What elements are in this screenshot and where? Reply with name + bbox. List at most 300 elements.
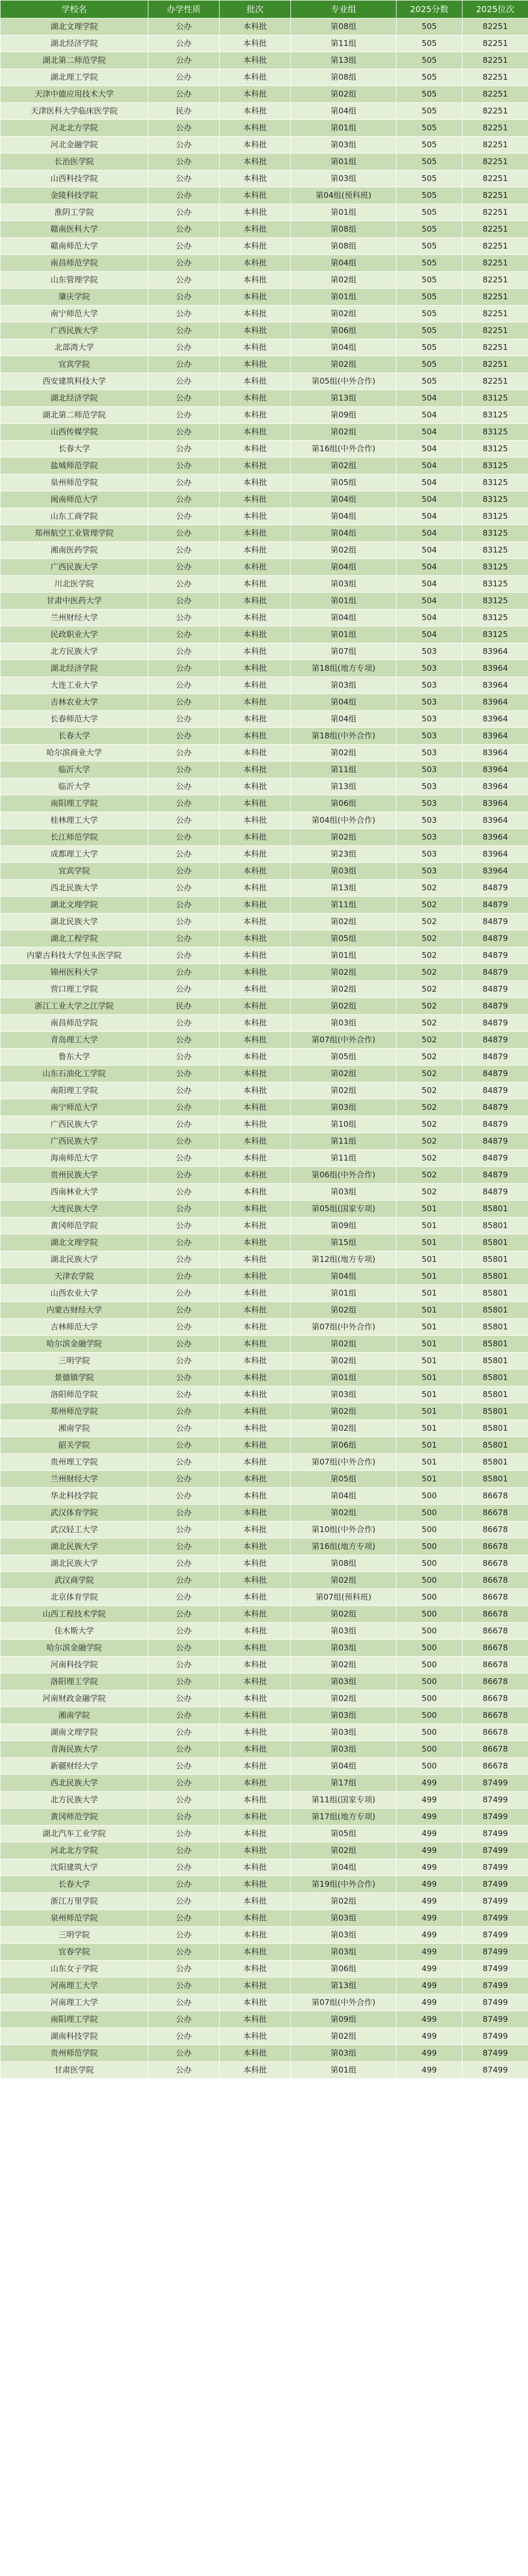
cell-batch: 本科批	[220, 1876, 291, 1893]
cell-school-type: 公办	[148, 2028, 220, 2045]
cell-major-group: 第02组	[291, 1572, 397, 1589]
cell-batch: 本科批	[220, 947, 291, 964]
cell-rank: 87499	[463, 1775, 528, 1792]
cell-major-group: 第07组(中外合作)	[291, 1994, 397, 2011]
cell-batch: 本科批	[220, 204, 291, 221]
cell-school-name: 沈阳建筑大学	[1, 1859, 148, 1876]
cell-major-group: 第15组	[291, 1234, 397, 1251]
cell-school-type: 公办	[148, 1370, 220, 1386]
cell-major-group: 第04组	[291, 491, 397, 508]
cell-major-group: 第02组	[291, 1336, 397, 1353]
cell-rank: 83125	[463, 441, 528, 458]
cell-rank: 82251	[463, 339, 528, 356]
table-row	[1, 2062, 528, 2079]
cell-school-name: 西北民族大学	[1, 880, 148, 897]
cell-score: 499	[397, 1876, 463, 1893]
table-row	[1, 1724, 528, 1741]
table-row	[1, 593, 528, 610]
cell-batch: 本科批	[220, 120, 291, 137]
table-row	[1, 1589, 528, 1606]
cell-school-type: 公办	[148, 1690, 220, 1707]
cell-score: 502	[397, 1032, 463, 1049]
table-row	[1, 1910, 528, 1927]
cell-score: 500	[397, 1555, 463, 1572]
cell-batch: 本科批	[220, 1842, 291, 1859]
cell-rank: 86678	[463, 1606, 528, 1623]
cell-school-name: 湖北第二师范学院	[1, 407, 148, 424]
cell-school-name: 北方民族大学	[1, 1792, 148, 1809]
cell-school-type: 公办	[148, 981, 220, 998]
cell-major-group: 第07组(中外合作)	[291, 1032, 397, 1049]
cell-rank: 82251	[463, 69, 528, 86]
cell-school-name: 河北北方学院	[1, 120, 148, 137]
cell-score: 505	[397, 52, 463, 69]
cell-major-group: 第02组	[291, 914, 397, 930]
cell-school-type: 公办	[148, 1353, 220, 1370]
cell-major-group: 第03组	[291, 1927, 397, 1944]
cell-score: 501	[397, 1437, 463, 1454]
cell-major-group: 第07组(中外合作)	[291, 1319, 397, 1336]
cell-school-name: 湖北第二师范学院	[1, 52, 148, 69]
cell-school-name: 锦州医科大学	[1, 964, 148, 981]
cell-school-name: 河北北方学院	[1, 1842, 148, 1859]
cell-batch: 本科批	[220, 170, 291, 187]
cell-score: 503	[397, 694, 463, 711]
cell-batch: 本科批	[220, 1809, 291, 1826]
cell-school-type: 公办	[148, 272, 220, 289]
cell-school-type: 公办	[148, 1994, 220, 2011]
cell-rank: 84879	[463, 1099, 528, 1116]
cell-rank: 86678	[463, 1572, 528, 1589]
cell-rank: 82251	[463, 356, 528, 373]
cell-rank: 82251	[463, 306, 528, 322]
cell-rank: 86678	[463, 1505, 528, 1522]
cell-school-type: 公办	[148, 491, 220, 508]
cell-rank: 82251	[463, 120, 528, 137]
cell-major-group: 第02组	[291, 306, 397, 322]
cell-major-group: 第03组	[291, 863, 397, 880]
cell-school-type: 公办	[148, 525, 220, 542]
table-row	[1, 120, 528, 137]
cell-score: 503	[397, 778, 463, 795]
cell-major-group: 第04组	[291, 711, 397, 728]
cell-school-type: 公办	[148, 1437, 220, 1454]
cell-score: 501	[397, 1251, 463, 1268]
cell-major-group: 第04组	[291, 559, 397, 576]
cell-major-group: 第04组	[291, 1268, 397, 1285]
table-row	[1, 981, 528, 998]
table-row	[1, 863, 528, 880]
cell-major-group: 第04组	[291, 103, 397, 120]
table-row	[1, 1150, 528, 1167]
cell-school-type: 公办	[148, 1150, 220, 1167]
cell-rank: 84879	[463, 930, 528, 947]
cell-batch: 本科批	[220, 52, 291, 69]
cell-score: 499	[397, 2011, 463, 2028]
cell-score: 505	[397, 154, 463, 170]
cell-batch: 本科批	[220, 1319, 291, 1336]
cell-school-name: 浙江工业大学之江学院	[1, 998, 148, 1015]
cell-score: 499	[397, 2062, 463, 2079]
cell-school-name: 广西民族大学	[1, 1133, 148, 1150]
cell-school-type: 公办	[148, 559, 220, 576]
cell-rank: 83125	[463, 542, 528, 559]
cell-rank: 85801	[463, 1437, 528, 1454]
cell-score: 505	[397, 255, 463, 272]
cell-batch: 本科批	[220, 69, 291, 86]
cell-batch: 本科批	[220, 1116, 291, 1133]
table-row	[1, 880, 528, 897]
cell-batch: 本科批	[220, 154, 291, 170]
cell-rank: 83125	[463, 559, 528, 576]
cell-batch: 本科批	[220, 1538, 291, 1555]
cell-major-group: 第01组	[291, 204, 397, 221]
cell-school-name: 内蒙古财经大学	[1, 1302, 148, 1319]
cell-school-type: 公办	[148, 1082, 220, 1099]
table-row	[1, 356, 528, 373]
cell-batch: 本科批	[220, 795, 291, 812]
cell-school-type: 公办	[148, 1555, 220, 1572]
table-row	[1, 1403, 528, 1420]
cell-score: 500	[397, 1674, 463, 1690]
cell-rank: 84879	[463, 1167, 528, 1184]
table-row	[1, 1657, 528, 1674]
cell-score: 500	[397, 1741, 463, 1758]
cell-rank: 86678	[463, 1674, 528, 1690]
cell-rank: 84879	[463, 1116, 528, 1133]
cell-school-name: 武汉商学院	[1, 1572, 148, 1589]
cell-school-type: 公办	[148, 154, 220, 170]
cell-rank: 86678	[463, 1724, 528, 1741]
cell-major-group: 第04组	[291, 525, 397, 542]
cell-batch: 本科批	[220, 1336, 291, 1353]
cell-rank: 85801	[463, 1403, 528, 1420]
cell-batch: 本科批	[220, 86, 291, 103]
table-row	[1, 154, 528, 170]
cell-major-group: 第13组	[291, 52, 397, 69]
cell-school-name: 武汉体育学院	[1, 1505, 148, 1522]
cell-batch: 本科批	[220, 2028, 291, 2045]
cell-major-group: 第01组	[291, 947, 397, 964]
cell-school-type: 公办	[148, 1420, 220, 1437]
cell-rank: 87499	[463, 1910, 528, 1927]
cell-major-group: 第09组	[291, 1218, 397, 1234]
cell-rank: 85801	[463, 1302, 528, 1319]
cell-school-name: 盐城师范学院	[1, 458, 148, 474]
cell-major-group: 第01组	[291, 1285, 397, 1302]
cell-batch: 本科批	[220, 289, 291, 306]
cell-major-group: 第06组	[291, 795, 397, 812]
cell-school-name: 泉州师范学院	[1, 1910, 148, 1927]
cell-score: 505	[397, 170, 463, 187]
cell-score: 499	[397, 1842, 463, 1859]
cell-rank: 86678	[463, 1555, 528, 1572]
table-row	[1, 660, 528, 677]
cell-school-type: 公办	[148, 322, 220, 339]
cell-major-group: 第08组	[291, 238, 397, 255]
cell-school-type: 公办	[148, 1910, 220, 1927]
cell-score: 500	[397, 1488, 463, 1505]
cell-score: 503	[397, 863, 463, 880]
cell-score: 505	[397, 103, 463, 120]
table-row	[1, 204, 528, 221]
cell-school-name: 山东管理学院	[1, 272, 148, 289]
cell-major-group: 第04组	[291, 508, 397, 525]
cell-school-name: 湖北经济学院	[1, 660, 148, 677]
table-row	[1, 1437, 528, 1454]
cell-rank: 87499	[463, 1961, 528, 1978]
cell-batch: 本科批	[220, 1133, 291, 1150]
cell-batch: 本科批	[220, 35, 291, 52]
cell-school-name: 赣南师范大学	[1, 238, 148, 255]
cell-score: 502	[397, 1116, 463, 1133]
cell-rank: 84879	[463, 1082, 528, 1099]
cell-school-name: 山西工程技术学院	[1, 1606, 148, 1623]
cell-major-group: 第03组	[291, 1707, 397, 1724]
cell-school-type: 公办	[148, 356, 220, 373]
cell-batch: 本科批	[220, 221, 291, 238]
cell-score: 499	[397, 1809, 463, 1826]
cell-score: 499	[397, 1944, 463, 1961]
cell-major-group: 第06组(中外合作)	[291, 1167, 397, 1184]
cell-school-name: 西北民族大学	[1, 1775, 148, 1792]
cell-rank: 87499	[463, 1876, 528, 1893]
cell-rank: 82251	[463, 322, 528, 339]
cell-major-group: 第03组	[291, 170, 397, 187]
cell-score: 499	[397, 2045, 463, 2062]
table-row	[1, 677, 528, 694]
table-row	[1, 1792, 528, 1809]
cell-rank: 83125	[463, 525, 528, 542]
cell-major-group: 第16组(地方专项)	[291, 1538, 397, 1555]
cell-major-group: 第07组(中外合作)	[291, 1454, 397, 1471]
cell-batch: 本科批	[220, 542, 291, 559]
cell-batch: 本科批	[220, 1657, 291, 1674]
cell-major-group: 第02组	[291, 981, 397, 998]
cell-school-type: 公办	[148, 1032, 220, 1049]
cell-major-group: 第06组	[291, 322, 397, 339]
cell-score: 500	[397, 1640, 463, 1657]
cell-major-group: 第08组	[291, 69, 397, 86]
cell-school-name: 肇庆学院	[1, 289, 148, 306]
cell-school-type: 公办	[148, 745, 220, 762]
table-row	[1, 2028, 528, 2045]
cell-school-name: 吉林农业大学	[1, 694, 148, 711]
cell-major-group: 第03组	[291, 677, 397, 694]
cell-score: 505	[397, 86, 463, 103]
table-row	[1, 1876, 528, 1893]
cell-major-group: 第03组	[291, 1099, 397, 1116]
cell-school-type: 公办	[148, 1927, 220, 1944]
cell-school-name: 大连工业大学	[1, 677, 148, 694]
cell-rank: 85801	[463, 1285, 528, 1302]
cell-school-name: 山西农业大学	[1, 1285, 148, 1302]
cell-school-name: 长治医学院	[1, 154, 148, 170]
table-row	[1, 1218, 528, 1234]
cell-batch: 本科批	[220, 1893, 291, 1910]
cell-school-name: 南宁师范大学	[1, 1099, 148, 1116]
cell-major-group: 第03组	[291, 1944, 397, 1961]
cell-score: 500	[397, 1606, 463, 1623]
cell-score: 501	[397, 1319, 463, 1336]
cell-batch: 本科批	[220, 474, 291, 491]
cell-rank: 84879	[463, 947, 528, 964]
cell-score: 503	[397, 711, 463, 728]
cell-major-group: 第09组	[291, 2011, 397, 2028]
cell-score: 504	[397, 610, 463, 626]
cell-score: 505	[397, 35, 463, 52]
cell-score: 505	[397, 221, 463, 238]
cell-school-name: 金陵科技学院	[1, 187, 148, 204]
table-row	[1, 930, 528, 947]
cell-school-type: 公办	[148, 863, 220, 880]
cell-score: 505	[397, 137, 463, 154]
cell-score: 505	[397, 238, 463, 255]
cell-major-group: 第04组	[291, 610, 397, 626]
cell-school-name: 大连民族大学	[1, 1201, 148, 1218]
table-row	[1, 1775, 528, 1792]
cell-school-type: 民办	[148, 103, 220, 120]
table-row	[1, 542, 528, 559]
table-row	[1, 1488, 528, 1505]
cell-batch: 本科批	[220, 660, 291, 677]
cell-rank: 83125	[463, 407, 528, 424]
cell-major-group: 第04组(中外合作)	[291, 812, 397, 829]
cell-batch: 本科批	[220, 1859, 291, 1876]
cell-rank: 82251	[463, 137, 528, 154]
table-row	[1, 170, 528, 187]
cell-school-name: 洛阳理工学院	[1, 1674, 148, 1690]
table-row	[1, 221, 528, 238]
cell-batch: 本科批	[220, 1724, 291, 1741]
cell-rank: 87499	[463, 1792, 528, 1809]
cell-rank: 83964	[463, 711, 528, 728]
cell-major-group: 第03组	[291, 1184, 397, 1201]
cell-major-group: 第02组	[291, 86, 397, 103]
cell-score: 503	[397, 745, 463, 762]
cell-rank: 82251	[463, 238, 528, 255]
cell-major-group: 第04组	[291, 1859, 397, 1876]
table-row	[1, 474, 528, 491]
cell-rank: 87499	[463, 2062, 528, 2079]
cell-rank: 87499	[463, 1927, 528, 1944]
header-school-name: 学校名	[1, 1, 148, 18]
table-row	[1, 1082, 528, 1099]
cell-school-type: 公办	[148, 1572, 220, 1589]
cell-batch: 本科批	[220, 18, 291, 35]
table-row	[1, 1184, 528, 1201]
cell-school-name: 湖北民族大学	[1, 1251, 148, 1268]
cell-score: 499	[397, 1826, 463, 1842]
cell-school-type: 公办	[148, 1403, 220, 1420]
cell-batch: 本科批	[220, 762, 291, 778]
cell-major-group: 第02组	[291, 1082, 397, 1099]
cell-major-group: 第02组	[291, 272, 397, 289]
cell-rank: 82251	[463, 103, 528, 120]
cell-school-type: 公办	[148, 1049, 220, 1066]
cell-school-type: 公办	[148, 576, 220, 593]
cell-school-type: 公办	[148, 1758, 220, 1775]
cell-school-type: 公办	[148, 1066, 220, 1082]
cell-school-name: 长春大学	[1, 1876, 148, 1893]
cell-batch: 本科批	[220, 1099, 291, 1116]
cell-school-name: 内蒙古科技大学包头医学院	[1, 947, 148, 964]
cell-rank: 85801	[463, 1471, 528, 1488]
cell-batch: 本科批	[220, 1353, 291, 1370]
cell-batch: 本科批	[220, 1741, 291, 1758]
cell-major-group: 第02组	[291, 829, 397, 846]
cell-score: 503	[397, 762, 463, 778]
table-row	[1, 778, 528, 795]
table-row	[1, 373, 528, 390]
table-row	[1, 711, 528, 728]
cell-rank: 82251	[463, 221, 528, 238]
cell-school-type: 公办	[148, 1809, 220, 1826]
cell-score: 505	[397, 204, 463, 221]
cell-major-group: 第02组	[291, 1302, 397, 1319]
cell-school-name: 河南科技学院	[1, 1657, 148, 1674]
cell-score: 499	[397, 1910, 463, 1927]
table-row	[1, 1505, 528, 1522]
cell-school-name: 天津中德应用技术大学	[1, 86, 148, 103]
cell-rank: 82251	[463, 204, 528, 221]
table-row	[1, 458, 528, 474]
cell-major-group: 第02组	[291, 745, 397, 762]
cell-batch: 本科批	[220, 525, 291, 542]
cell-school-type: 公办	[148, 1775, 220, 1792]
cell-school-type: 公办	[148, 2011, 220, 2028]
cell-score: 504	[397, 441, 463, 458]
cell-score: 500	[397, 1589, 463, 1606]
cell-rank: 85801	[463, 1234, 528, 1251]
cell-score: 502	[397, 1150, 463, 1167]
table-row	[1, 559, 528, 576]
cell-school-type: 公办	[148, 1876, 220, 1893]
cell-school-name: 北京体育学院	[1, 1589, 148, 1606]
table-row	[1, 187, 528, 204]
cell-school-type: 公办	[148, 846, 220, 863]
cell-rank: 83964	[463, 745, 528, 762]
cell-major-group: 第02组	[291, 356, 397, 373]
cell-score: 505	[397, 272, 463, 289]
cell-batch: 本科批	[220, 424, 291, 441]
header-batch: 批次	[220, 1, 291, 18]
cell-score: 505	[397, 322, 463, 339]
cell-major-group: 第11组(国家专项)	[291, 1792, 397, 1809]
cell-major-group: 第13组	[291, 778, 397, 795]
cell-batch: 本科批	[220, 1927, 291, 1944]
cell-major-group: 第01组	[291, 2062, 397, 2079]
cell-batch: 本科批	[220, 998, 291, 1015]
cell-school-type: 公办	[148, 1234, 220, 1251]
cell-school-name: 桂林理工大学	[1, 812, 148, 829]
cell-school-name: 天津农学院	[1, 1268, 148, 1285]
cell-school-type: 公办	[148, 424, 220, 441]
cell-rank: 82251	[463, 272, 528, 289]
table-row	[1, 306, 528, 322]
cell-school-name: 南宁师范大学	[1, 306, 148, 322]
cell-batch: 本科批	[220, 1471, 291, 1488]
cell-major-group: 第07组(预科班)	[291, 1589, 397, 1606]
cell-major-group: 第17组(地方专项)	[291, 1809, 397, 1826]
cell-batch: 本科批	[220, 677, 291, 694]
cell-score: 503	[397, 677, 463, 694]
cell-rank: 82251	[463, 86, 528, 103]
cell-rank: 84879	[463, 1133, 528, 1150]
cell-major-group: 第17组	[291, 1775, 397, 1792]
cell-rank: 86678	[463, 1690, 528, 1707]
cell-batch: 本科批	[220, 880, 291, 897]
